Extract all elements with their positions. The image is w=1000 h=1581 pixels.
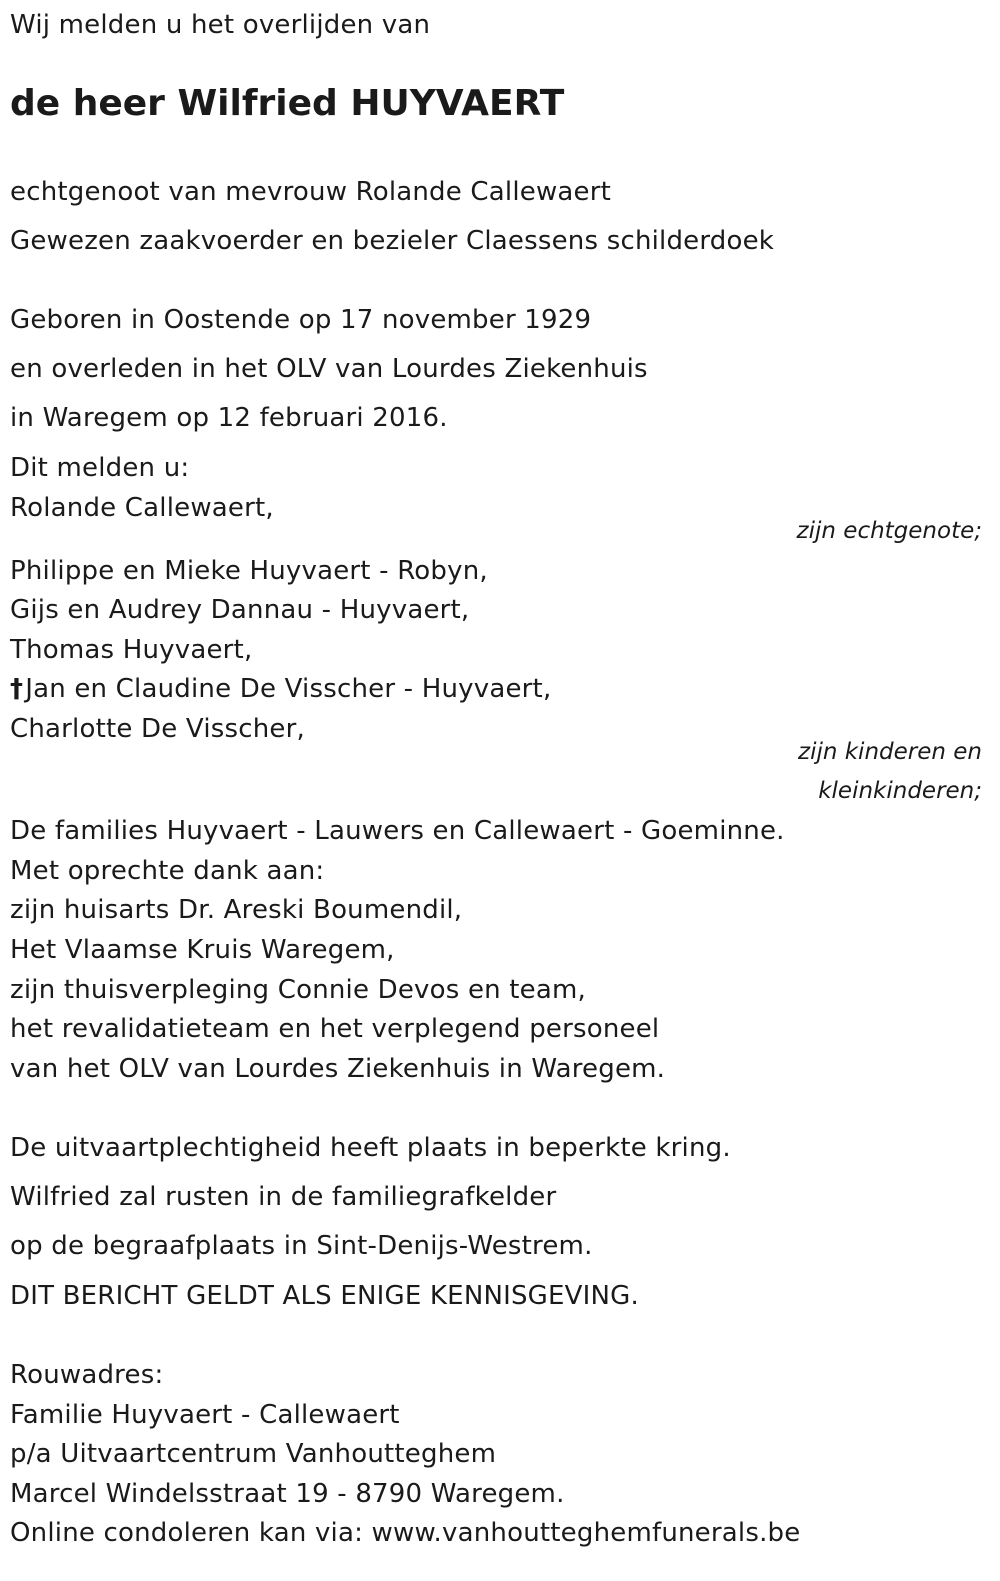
children-role-1: zijn kinderen en [798, 739, 982, 765]
children-role-2: kleinkinderen; [818, 778, 982, 804]
cross-icon: † [10, 674, 24, 704]
funeral-line-3: op de begraafplaats in Sint-Denijs-Westrem. [10, 1231, 593, 1261]
widow-line: Rolande Callewaert, [10, 493, 274, 523]
address-line-5: Online condoleren kan via: www.vanhoutteghemfunerals.be [10, 1518, 801, 1548]
deceased-relative: Jan en Claudine De Visscher - Huyvaert, [25, 674, 552, 704]
birth-line: Geboren in Oostende op 17 november 1929 [10, 305, 592, 335]
thanks-line-6: van het OLV van Lourdes Ziekenhuis in Waregem. [10, 1054, 666, 1084]
thanks-line-2: zijn huisarts Dr. Areski Boumendil, [10, 895, 463, 925]
address-line-2: Familie Huyvaert - Callewaert [10, 1400, 400, 1430]
thanks-line-3: Het Vlaamse Kruis Waregem, [10, 935, 395, 965]
family-line-2: Gijs en Audrey Dannau - Huyvaert, [10, 595, 470, 625]
funeral-line-2: Wilfried zal rusten in de familiegrafkelder [10, 1182, 557, 1212]
family-line-4 [10, 673, 551, 705]
intro-text: Wij melden u het overlijden van [10, 10, 431, 40]
funeral-line-1: De uitvaartplechtigheid heeft plaats in beperkte kring. [10, 1133, 731, 1163]
address-line-1: Rouwadres: [10, 1360, 164, 1390]
occupation-line: Gewezen zaakvoerder en bezieler Claessens schilderdoek [10, 226, 775, 256]
address-line-3: p/a Uitvaartcentrum Vanhoutteghem [10, 1439, 497, 1469]
funeral-line-4: DIT BERICHT GELDT ALS ENIGE KENNISGEVING. [10, 1281, 639, 1311]
family-line-1: Philippe en Mieke Huyvaert - Robyn, [10, 556, 488, 586]
widow-role: zijn echtgenote; [796, 518, 982, 544]
spouse-line: echtgenoot van mevrouw Rolande Callewaert [10, 177, 612, 207]
death-line-1: en overleden in het OLV van Lourdes Ziekenhuis [10, 354, 648, 384]
thanks-line-5: het revalidatieteam en het verplegend personeel [10, 1014, 660, 1044]
family-line-5: Charlotte De Visscher, [10, 714, 305, 744]
death-line-2: in Waregem op 12 februari 2016. [10, 403, 448, 433]
announce-line: Dit melden u: [10, 453, 190, 483]
deceased-name: de heer Wilfried HUYVAERT [10, 83, 565, 124]
address-line-4: Marcel Windelsstraat 19 - 8790 Waregem. [10, 1479, 565, 1509]
families-line: De families Huyvaert - Lauwers en Callewaert - Goeminne. [10, 816, 785, 846]
family-line-3: Thomas Huyvaert, [10, 635, 253, 665]
thanks-line-4: zijn thuisverpleging Connie Devos en team, [10, 975, 587, 1005]
thanks-line-1: Met oprechte dank aan: [10, 856, 325, 886]
